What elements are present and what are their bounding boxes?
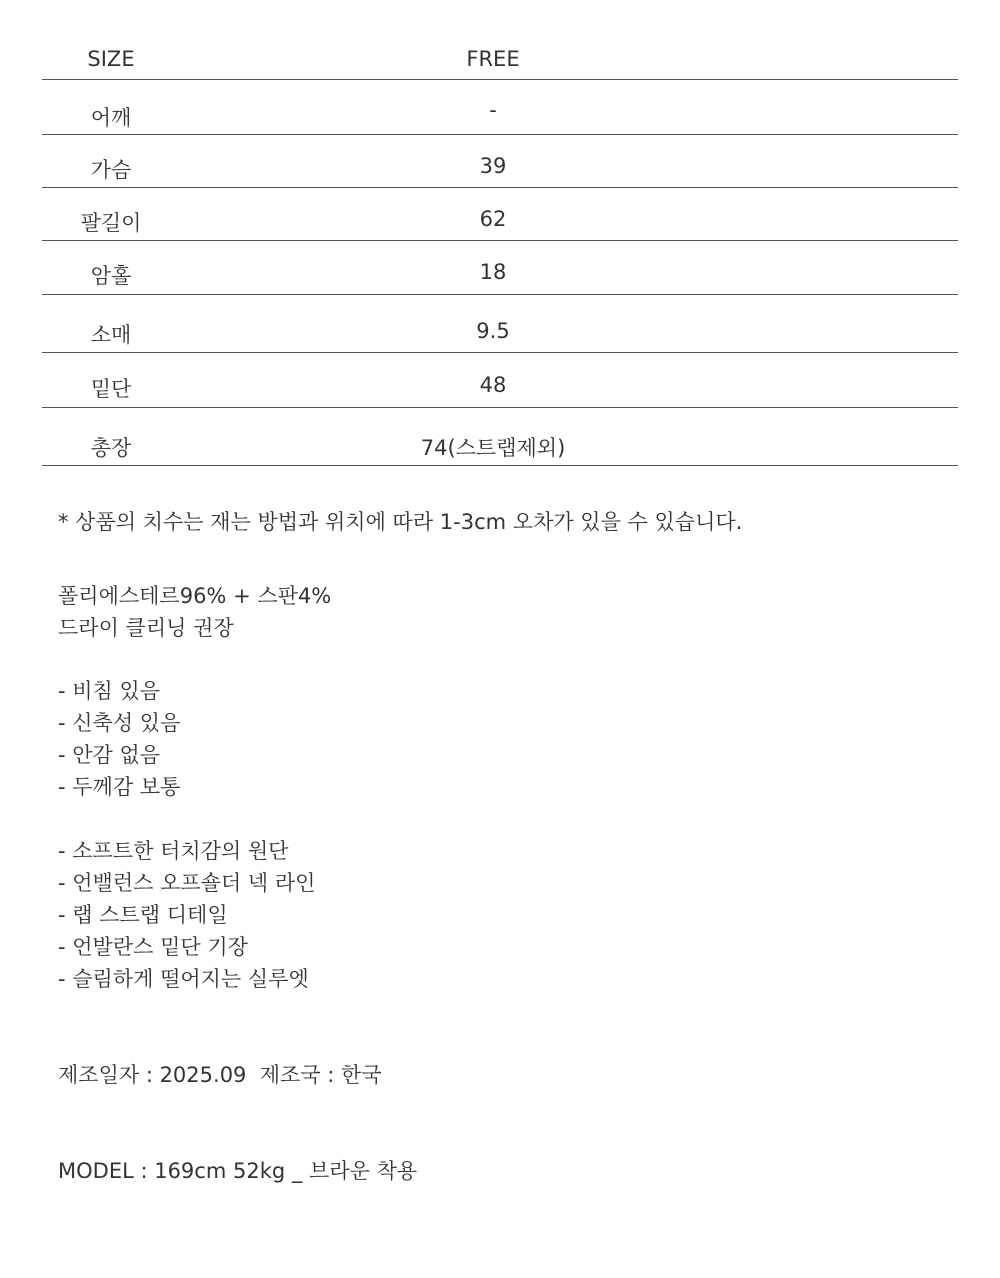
size-header-value: FREE [466,47,520,71]
row-label: 소매 [90,323,132,347]
row-label: 팔길이 [80,211,142,235]
row-value: 62 [479,207,507,231]
table-row [42,80,958,135]
row-label: 총장 [90,436,132,460]
manufacture-info: 제조일자 : 2025.09 제조국 : 한국 [58,1063,382,1087]
table-row [42,241,958,295]
row-value: 9.5 [476,319,510,343]
model-info: MODEL : 169cm 52kg _ 브라운 착용 [58,1159,418,1183]
table-row [42,188,958,241]
feature-item: - 슬림하게 떨어지는 실루엣 [58,967,309,991]
property-item: - 안감 없음 [58,743,161,767]
table-row [42,135,958,188]
row-label: 밑단 [90,377,132,401]
feature-item: - 소프트한 터치감의 원단 [58,839,289,863]
feature-item: - 언밸런스 오프숄더 넥 라인 [58,871,316,895]
row-label: 암홀 [90,264,132,288]
property-item: - 신축성 있음 [58,711,181,735]
row-label: 어깨 [90,106,132,130]
row-value: - [489,98,497,122]
table-row [42,353,958,408]
property-item: - 두께감 보통 [58,775,181,799]
row-value: 39 [479,154,507,178]
property-item: - 비침 있음 [58,679,161,703]
table-row [42,295,958,353]
row-label: 가슴 [90,158,132,182]
care-instruction: 드라이 클리닝 권장 [58,616,234,640]
material-composition: 폴리에스테르96% + 스판4% [58,584,332,608]
row-value: 18 [479,260,507,284]
row-value: 48 [479,373,507,397]
measurement-disclaimer: * 상품의 치수는 재는 방법과 위치에 따라 1-3cm 오차가 있을 수 있습니다. [58,510,743,534]
feature-item: - 언발란스 밑단 기장 [58,935,248,959]
size-table-header [42,34,958,80]
row-value: 74(스트랩제외) [420,436,566,460]
feature-item: - 랩 스트랩 디테일 [58,903,228,927]
size-table [42,34,958,466]
size-header-label: SIZE [87,47,135,71]
table-row [42,408,958,466]
